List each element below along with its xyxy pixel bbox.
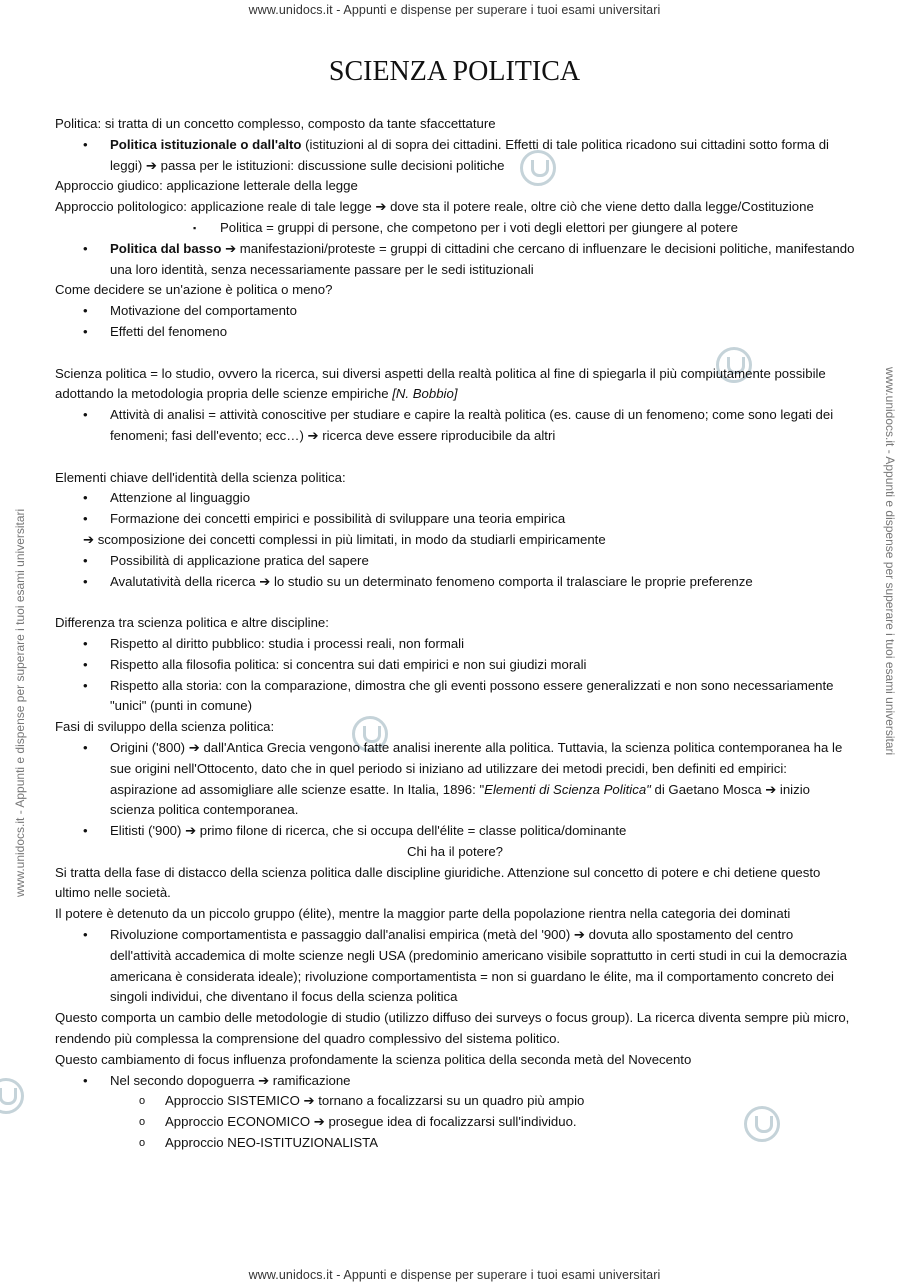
paragraph: Questo cambiamento di focus influenza profondamente la scienza politica della seconda metà del Novecento (55, 1051, 692, 1067)
list-item: • Attività di analisi = attività conoscitive per studiare e capire la realtà politica (es. cause di un fenomeno; come sono legati dei fenomeni; fasi dell'evento; ecc…) ➔ ricerca deve essere riproducibile da altri (55, 405, 855, 447)
list-item: • Rivoluzione comportamentista e passaggio dall'analisi empirica (metà del '900) ➔ dovuta allo spostamento del centro dell'attività accademica di molte scienze negli USA (predominio americano visibile soprattutto in certi studi in cui la democrazia americana è considerata ideale); rivoluzione comportamentista = non si guardano le élite, ma il comportamento concreto dei singoli individui, che diventano il focus della scienza politica (55, 925, 855, 1008)
paragraph: Come decidere se un'azione è politica o meno? (55, 282, 333, 298)
document-body (55, 114, 855, 1154)
paragraph: Questo comporta un cambio delle metodologie di studio (utilizzo diffuso dei surveys o focus group). La ricerca diventa sempre più micro, rendendo più complessa la comprensione del quadro complessivo del sistema politico. (55, 1010, 850, 1047)
list-item (55, 738, 855, 821)
bold-term: Politica dal basso (110, 240, 222, 256)
list-item: • Effetti del fenomeno (55, 322, 855, 343)
list-item-text: Origini ('800) ➔ dall'Antica Grecia vengono fatte analisi inerente alla politica. Tuttavia, la scienza politica contemporanea ha le sue origini nell'Ottocento, dato che in quel periodo si iniziano ad utilizzare dei metodi precidi, ben definiti ed empirici: aspirazione ad assomigliare alle scienze esatte. In Italia, 1896: " (110, 739, 843, 797)
paragraph: Differenza tra scienza politica e altre discipline: (55, 615, 329, 631)
book-title: Elementi di Scienza Politica" (484, 781, 651, 797)
bold-term: Politica istituzionale o dall'alto (110, 136, 302, 152)
list-item: • Avalutatività della ricerca ➔ lo studio su un determinato fenomeno comporta il tralasciare le proprie preferenze (55, 572, 855, 593)
paragraph: Politica: si tratta di un concetto complesso, composto da tante sfaccettature (55, 116, 496, 131)
list-item: • Formazione dei concetti empirici e possibilità di sviluppare una teoria empirica (55, 509, 855, 530)
paragraph: Approccio giudico: applicazione letterale della legge (55, 178, 358, 194)
centered-question: Chi ha il potere? (406, 843, 504, 859)
sub-list-item: o Approccio SISTEMICO ➔ tornano a focalizzarsi su un quadro più ampio (55, 1091, 855, 1112)
list-item-text: di Gaetano Mosca ➔ inizio scienza politica contemporanea. (110, 781, 810, 818)
arrow-line: ➔ scomposizione dei concetti complessi in più limitati, in modo da studiarli empiricamente (83, 531, 606, 547)
list-item: • Rispetto alla storia: con la comparazione, dimostra che gli eventi possono essere generalizzati e non sono necessariamente "unici" (punti in comune) (55, 676, 855, 718)
paragraph (55, 364, 855, 406)
watermark-logo-icon (0, 1078, 24, 1114)
paragraph: Approccio politologico: applicazione reale di tale legge ➔ dove sta il potere reale, oltre ciò che viene detto dalla legge/Costituzione (55, 199, 814, 215)
paragraph: Si tratta della fase di distacco della scienza politica dalle discipline giuridiche. Attenzione sul concetto di potere e chi detiene questo ultimo nelle società. (55, 864, 821, 901)
paragraph-text: Scienza politica = lo studio, ovvero la ricerca, sui diversi aspetti della realtà politica al fine di spiegarla il più compiutamente possibile adottando la metodologia propria delle scienze empiriche (55, 365, 826, 402)
right-side-watermark: www.unidocs.it - Appunti e dispense per superare i tuoi esami universitari (883, 367, 897, 756)
list-item (55, 239, 855, 281)
list-item (55, 135, 855, 177)
list-item: • Nel secondo dopoguerra ➔ ramificazione (55, 1071, 855, 1092)
list-item: • Attenzione al linguaggio (55, 488, 855, 509)
sub-list-item: o Approccio ECONOMICO ➔ prosegue idea di focalizzarsi sull'individuo. (55, 1112, 855, 1133)
paragraph: Il potere è detenuto da un piccolo gruppo (élite), mentre la maggior parte della popolazione rientra nella categoria dei dominati (55, 906, 791, 922)
left-side-watermark: www.unidocs.it - Appunti e dispense per superare i tuoi esami universitari (13, 508, 27, 897)
paragraph: Elementi chiave dell'identità della scienza politica: (55, 469, 346, 485)
list-item: • Rispetto al diritto pubblico: studia i processi reali, non formali (55, 634, 855, 655)
paragraph: Fasi di sviluppo della scienza politica: (55, 719, 275, 735)
list-item: • Motivazione del comportamento (55, 301, 855, 322)
list-item-text: ➔ manifestazioni/proteste = gruppi di cittadini che cercano di influenzare le decisioni politiche, manifestando una loro identità, senza necessariamente passare per le sedi istituzionali (110, 240, 855, 277)
page-title: SCIENZA POLITICA (328, 56, 581, 87)
list-item: • Possibilità di applicazione pratica del sapere (55, 551, 855, 572)
list-item: ▪ Politica = gruppi di persone, che competono per i voti degli elettori per giungere al potere (55, 218, 855, 239)
sub-list-item: o Approccio NEO-ISTITUZIONALISTA (55, 1133, 855, 1154)
citation: [N. Bobbio] (392, 386, 458, 402)
header-watermark: www.unidocs.it - Appunti e dispense per superare i tuoi esami universitari (248, 3, 661, 17)
list-item-text: (istituzioni al di sopra dei cittadini. Effetti di tale politica ricadono sui cittadini sotto forma di leggi) ➔ passa per le istituzioni: discussione sulle decisioni politiche (110, 136, 829, 173)
list-item: • Elitisti ('900) ➔ primo filone di ricerca, che si occupa dell'élite = classe politica/dominante (55, 821, 855, 842)
list-item: • Rispetto alla filosofia politica: si concentra sui dati empirici e non sui giudizi morali (55, 655, 855, 676)
footer-watermark: www.unidocs.it - Appunti e dispense per superare i tuoi esami universitari (248, 1268, 661, 1282)
